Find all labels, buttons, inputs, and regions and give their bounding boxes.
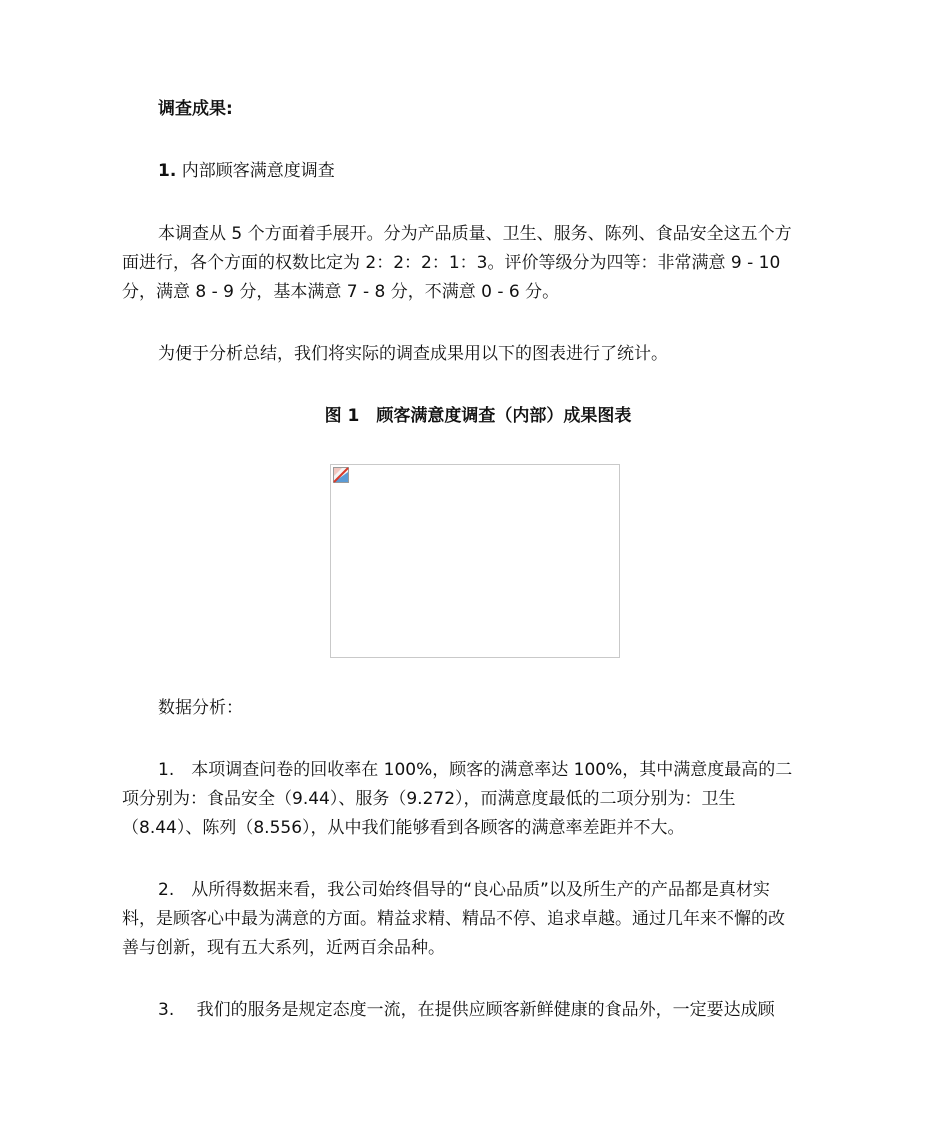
results-heading: 调查成果: — [158, 99, 233, 119]
point-2-line-1: 2. 从所得数据来看，我公司始终倡导的“良心品质”以及所生产的产品都是真材实 — [158, 880, 770, 900]
section-1-text: 内部顾客满意度调查 — [181, 161, 335, 181]
point-3-line-1: 3. 我们的服务是规定态度一流，在提供应顾客新鲜健康的食品外，一定要达成顾 — [158, 1000, 775, 1020]
point-2-line-3: 善与创新，现有五大系列，近两百余品种。 — [122, 938, 445, 958]
point-1-line-3: （8.44）、陈列（8.556），从中我们能够看到各顾客的满意率差距并不大。 — [122, 818, 685, 838]
summary-line: 为便于分析总结，我们将实际的调查成果用以下的图表进行了统计。 — [158, 344, 668, 364]
section-1-title — [122, 157, 870, 186]
intro-line-3: 分，满意 8 - 9 分，基本满意 7 - 8 分，不满意 0 - 6 分。 — [122, 282, 560, 302]
analysis-heading: 数据分析： — [158, 698, 243, 718]
figure-caption: 图 1 顾客满意度调查（内部）成果图表 — [324, 406, 632, 426]
figure-image — [330, 464, 620, 658]
intro-line-2: 面进行，各个方面的权数比定为 2：2：2：1：3。评价等级分为四等：非常满意 9 - 10 — [122, 253, 781, 273]
intro-line-1: 本调查从 5 个方面着手展开。分为产品质量、卫生、服务、陈列、食品安全这五个方 — [158, 224, 792, 244]
broken-image-icon — [333, 467, 349, 483]
point-1-line-1: 1. 本项调查问卷的回收率在 100%，顾客的满意率达 100%，其中满意度最高的二 — [158, 760, 793, 780]
point-2-line-2: 料，是顾客心中最为满意的方面。精益求精、精品不停、追求卓越。通过几年来不懈的改 — [122, 909, 785, 929]
point-1-line-2: 项分别为：食品安全（9.44）、服务（9.272），而满意度最低的二项分别为：卫生 — [122, 789, 736, 809]
section-1-number: 1. — [158, 161, 177, 181]
